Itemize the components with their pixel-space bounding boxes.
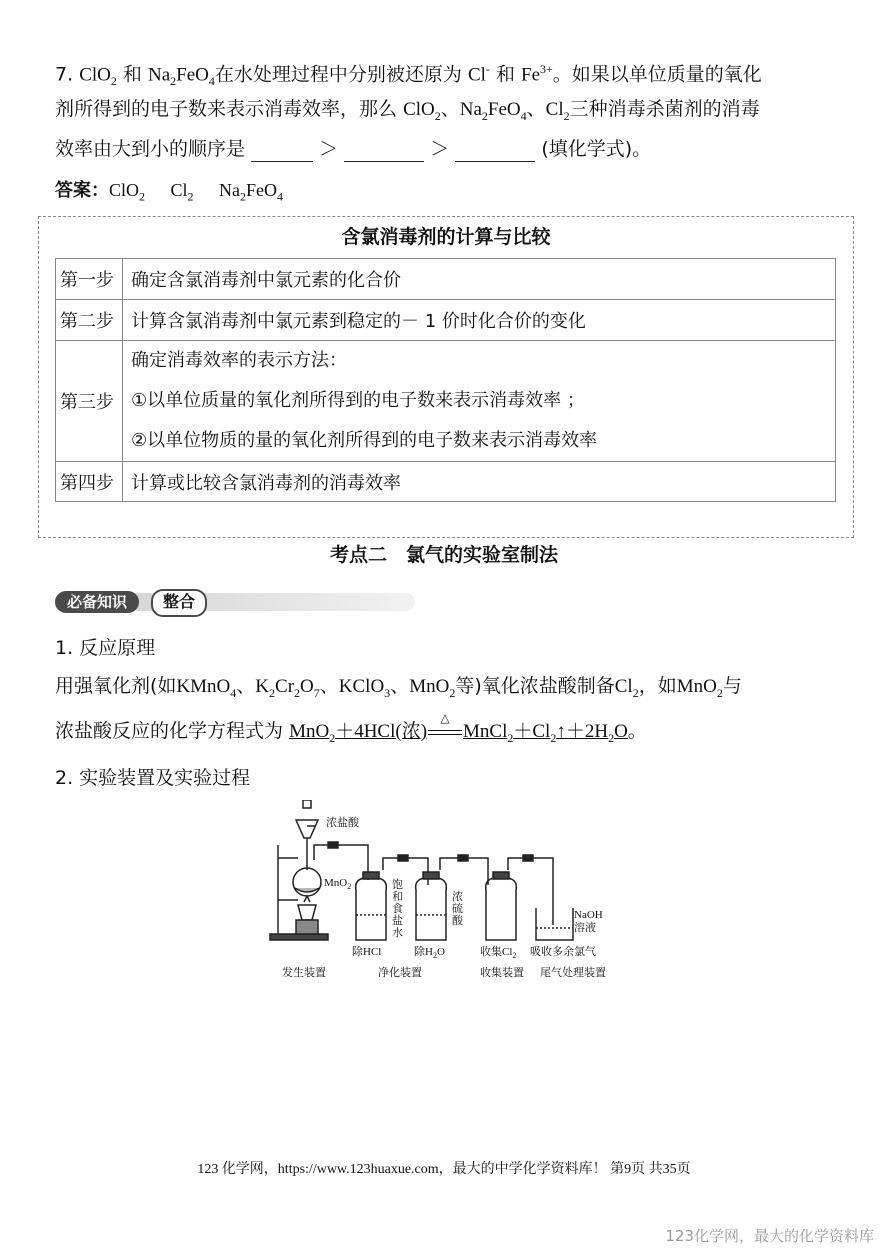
step-label: 第一步 — [56, 259, 123, 300]
svg-text:除H2O: 除$H_2O$ — [414, 946, 445, 960]
table-row — [56, 259, 836, 300]
principle-line-1: 用强氧化剂(如KMnO$_4$、$K_2Cr_2O_7$、KClO$_3$、MnO$_2$等)氧化浓盐酸制备$Cl_2$，如MnO$_2$与 — [55, 675, 742, 700]
svg-text:水: 水 — [392, 927, 403, 939]
stand-base — [270, 934, 328, 940]
knowledge-tag — [55, 589, 415, 613]
step-content: 计算或比较含氯消毒剂的消毒效率 — [123, 462, 836, 502]
tube-2 — [383, 858, 428, 885]
step-label: 第三步 — [56, 341, 123, 462]
tube-3 — [440, 858, 488, 885]
watermark: 123化学网，最大的化学资料库 — [665, 1227, 874, 1245]
reaction-equation: MnO$_2$＋4HCl(浓) △ $MnCl_2+Cl_2↑+2H_2O$ — [289, 711, 628, 745]
answer-blank-1[interactable] — [251, 143, 313, 162]
label-acid: 浓盐酸 — [326, 817, 359, 829]
apparatus-diagram — [268, 800, 628, 990]
step-label: 第四步 — [56, 462, 123, 502]
label-mno2: MnO$_2$ — [324, 877, 352, 891]
heat-condition: △ — [427, 719, 463, 745]
beaker-naoh — [536, 908, 573, 940]
answer-label: 答案： — [55, 180, 109, 201]
svg-text:溶液: 溶液 — [574, 922, 596, 934]
svg-text:收集装置: 收集装置 — [480, 967, 524, 979]
section-title: 考点二 氯气的实验室制法 — [329, 544, 558, 566]
svg-text:发生装置: 发生装置 — [282, 967, 326, 979]
step-label: 第二步 — [56, 300, 123, 341]
separatory-funnel — [296, 820, 318, 838]
svg-text:浓: 浓 — [452, 891, 463, 903]
question-line-1: 7. ClO$_2$ 和 $Na_2FeO_4$在水处理过程中分别被还原为 Cl- 和 $Fe^{3+}$。如果以单位质量的氧化 — [55, 62, 762, 89]
table-row — [56, 341, 836, 462]
svg-text:食: 食 — [392, 903, 403, 915]
svg-text:和: 和 — [392, 891, 403, 903]
answer-blank-3[interactable] — [455, 143, 535, 162]
svg-text:净化装置: 净化装置 — [378, 967, 422, 979]
svg-text:硫: 硫 — [452, 903, 463, 915]
svg-text:酸: 酸 — [452, 915, 463, 927]
question-number: 7. — [55, 63, 74, 86]
steps-table — [55, 258, 836, 502]
alcohol-lamp — [298, 905, 316, 920]
svg-text:尾气处理装置: 尾气处理装置 — [540, 967, 606, 979]
apparatus-heading: 2. 实验装置及实验过程 — [55, 767, 251, 789]
question-line-2: 剂所得到的电子数来表示消毒效率，那么 ClO$_2$、$Na_2FeO_4$、$Cl_2$三种消毒杀菌剂的消毒 — [55, 98, 760, 123]
svg-text:盐: 盐 — [392, 915, 403, 927]
step-content: 确定含氯消毒剂中氯元素的化合价 — [123, 259, 836, 300]
bottle-collect — [486, 878, 517, 940]
svg-text:除HCl: 除HCl — [352, 946, 382, 958]
summary-box-title: 含氯消毒剂的计算与比较 — [341, 226, 551, 248]
question-line-3: 效率由大到小的顺序是 ＞ ＞ (填化学式)。 — [55, 138, 652, 160]
step-content: 计算含氯消毒剂中氯元素到稳定的－ 1 价时化合价的变化 — [123, 300, 836, 341]
table-row — [56, 462, 836, 502]
bottle-saline — [356, 878, 387, 940]
svg-text:饱: 饱 — [392, 879, 403, 891]
principle-line-2: 浓盐酸反应的化学方程式为 MnO$_2$＋4HCl(浓) △ $MnCl_2+Cl_2↑+2H_2O$。 — [55, 711, 647, 745]
answer-blank-2[interactable] — [344, 143, 424, 162]
table-row — [56, 300, 836, 341]
svg-text:吸收多余氯气: 吸收多余氯气 — [530, 946, 596, 958]
tag-left: 必备知识 — [55, 591, 139, 613]
page-footer: 123 化学网，https://www.123huaxue.com，最大的中学化学资料库！ 第9页 共35页 — [197, 1162, 691, 1177]
tag-right: 整合 — [151, 589, 207, 617]
bottle-sulfuric — [416, 878, 447, 940]
principle-heading: 1. 反应原理 — [55, 637, 156, 659]
tube-4 — [508, 858, 553, 925]
step-content: 确定消毒效率的表示方法： ①以单位质量的氧化剂所得到的电子数来表示消毒效率 ； ②以单位物质的量的氧化剂所得到的电子数来表示消毒效率 — [123, 341, 836, 462]
tube-1 — [314, 845, 368, 880]
svg-text:NaOH: NaOH — [574, 909, 603, 921]
svg-text:收集Cl2: 收集$Cl_2$ — [480, 946, 517, 960]
answer-line: 答案：ClO$_2$ $Cl_2$ $Na_2FeO_4$ — [55, 180, 283, 204]
